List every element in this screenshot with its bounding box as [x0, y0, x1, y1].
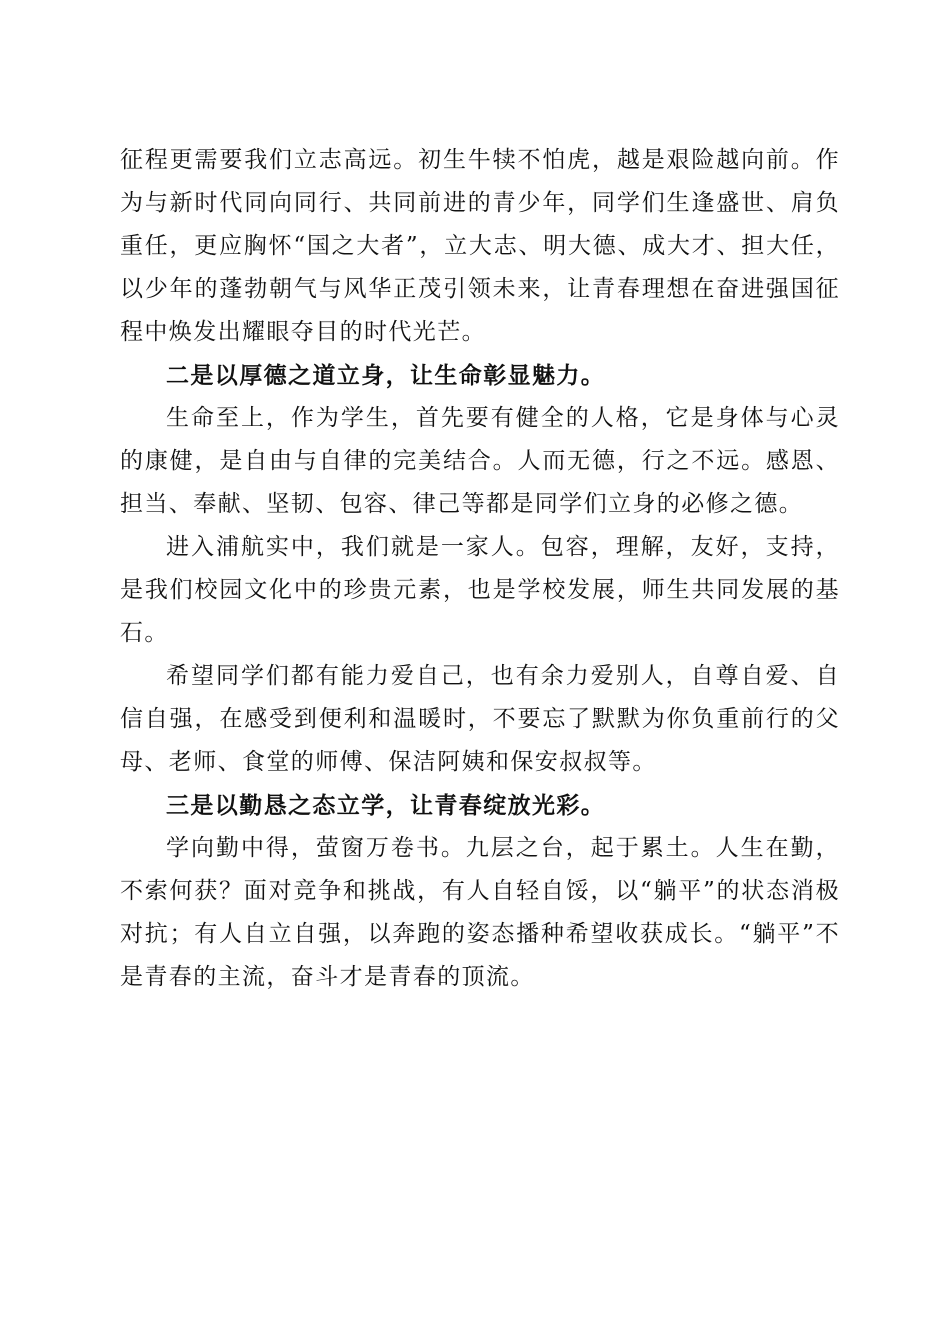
paragraph-continuation: 征程更需要我们立志高远。初生牛犊不怕虎，越是艰险越向前。作为与新时代同向同行、共同前进的青少年，同学们生逢盛世、肩负重任，更应胸怀“国之大者”，立大志、明大德、成大才、担大任，以少年的蓬勃朝气与风华正茂引领未来，让青春理想在奋进强国征程中焕发出耀眼夺目的时代光芒。	[120, 147, 840, 345]
section-heading-three: 三是以勤恳之态立学，让青春绽放光彩。	[166, 792, 606, 819]
paragraph-family: 进入浦航实中，我们就是一家人。包容，理解，友好，支持，是我们校园文化中的珍贵元素，也是学校发展，师生共同发展的基石。	[120, 534, 840, 646]
paragraph-diligence: 学向勤中得，萤窗万卷书。九层之台，起于累土。人生在勤，不索何获？面对竞争和挑战，有人自轻自馁，以“躺平”的状态消极对抗；有人自立自强，以奔跑的姿态播种希望收获成长。“躺平”不是青春的主流，奋斗才是青春的顶流。	[120, 835, 840, 990]
document-body	[120, 139, 840, 999]
paragraph-gratitude: 希望同学们都有能力爱自己，也有余力爱别人，自尊自爱、自信自强，在感受到便利和温暖时，不要忘了默默为你负重前行的父母、老师、食堂的师傅、保洁阿姨和保安叔叔等。	[120, 663, 840, 775]
paragraph-character: 生命至上，作为学生，首先要有健全的人格，它是身体与心灵的康健，是自由与自律的完美结合。人而无德，行之不远。感恩、担当、奉献、坚韧、包容、律己等都是同学们立身的必修之德。	[120, 405, 840, 517]
section-heading-two: 二是以厚德之道立身，让生命彰显魅力。	[166, 362, 606, 389]
